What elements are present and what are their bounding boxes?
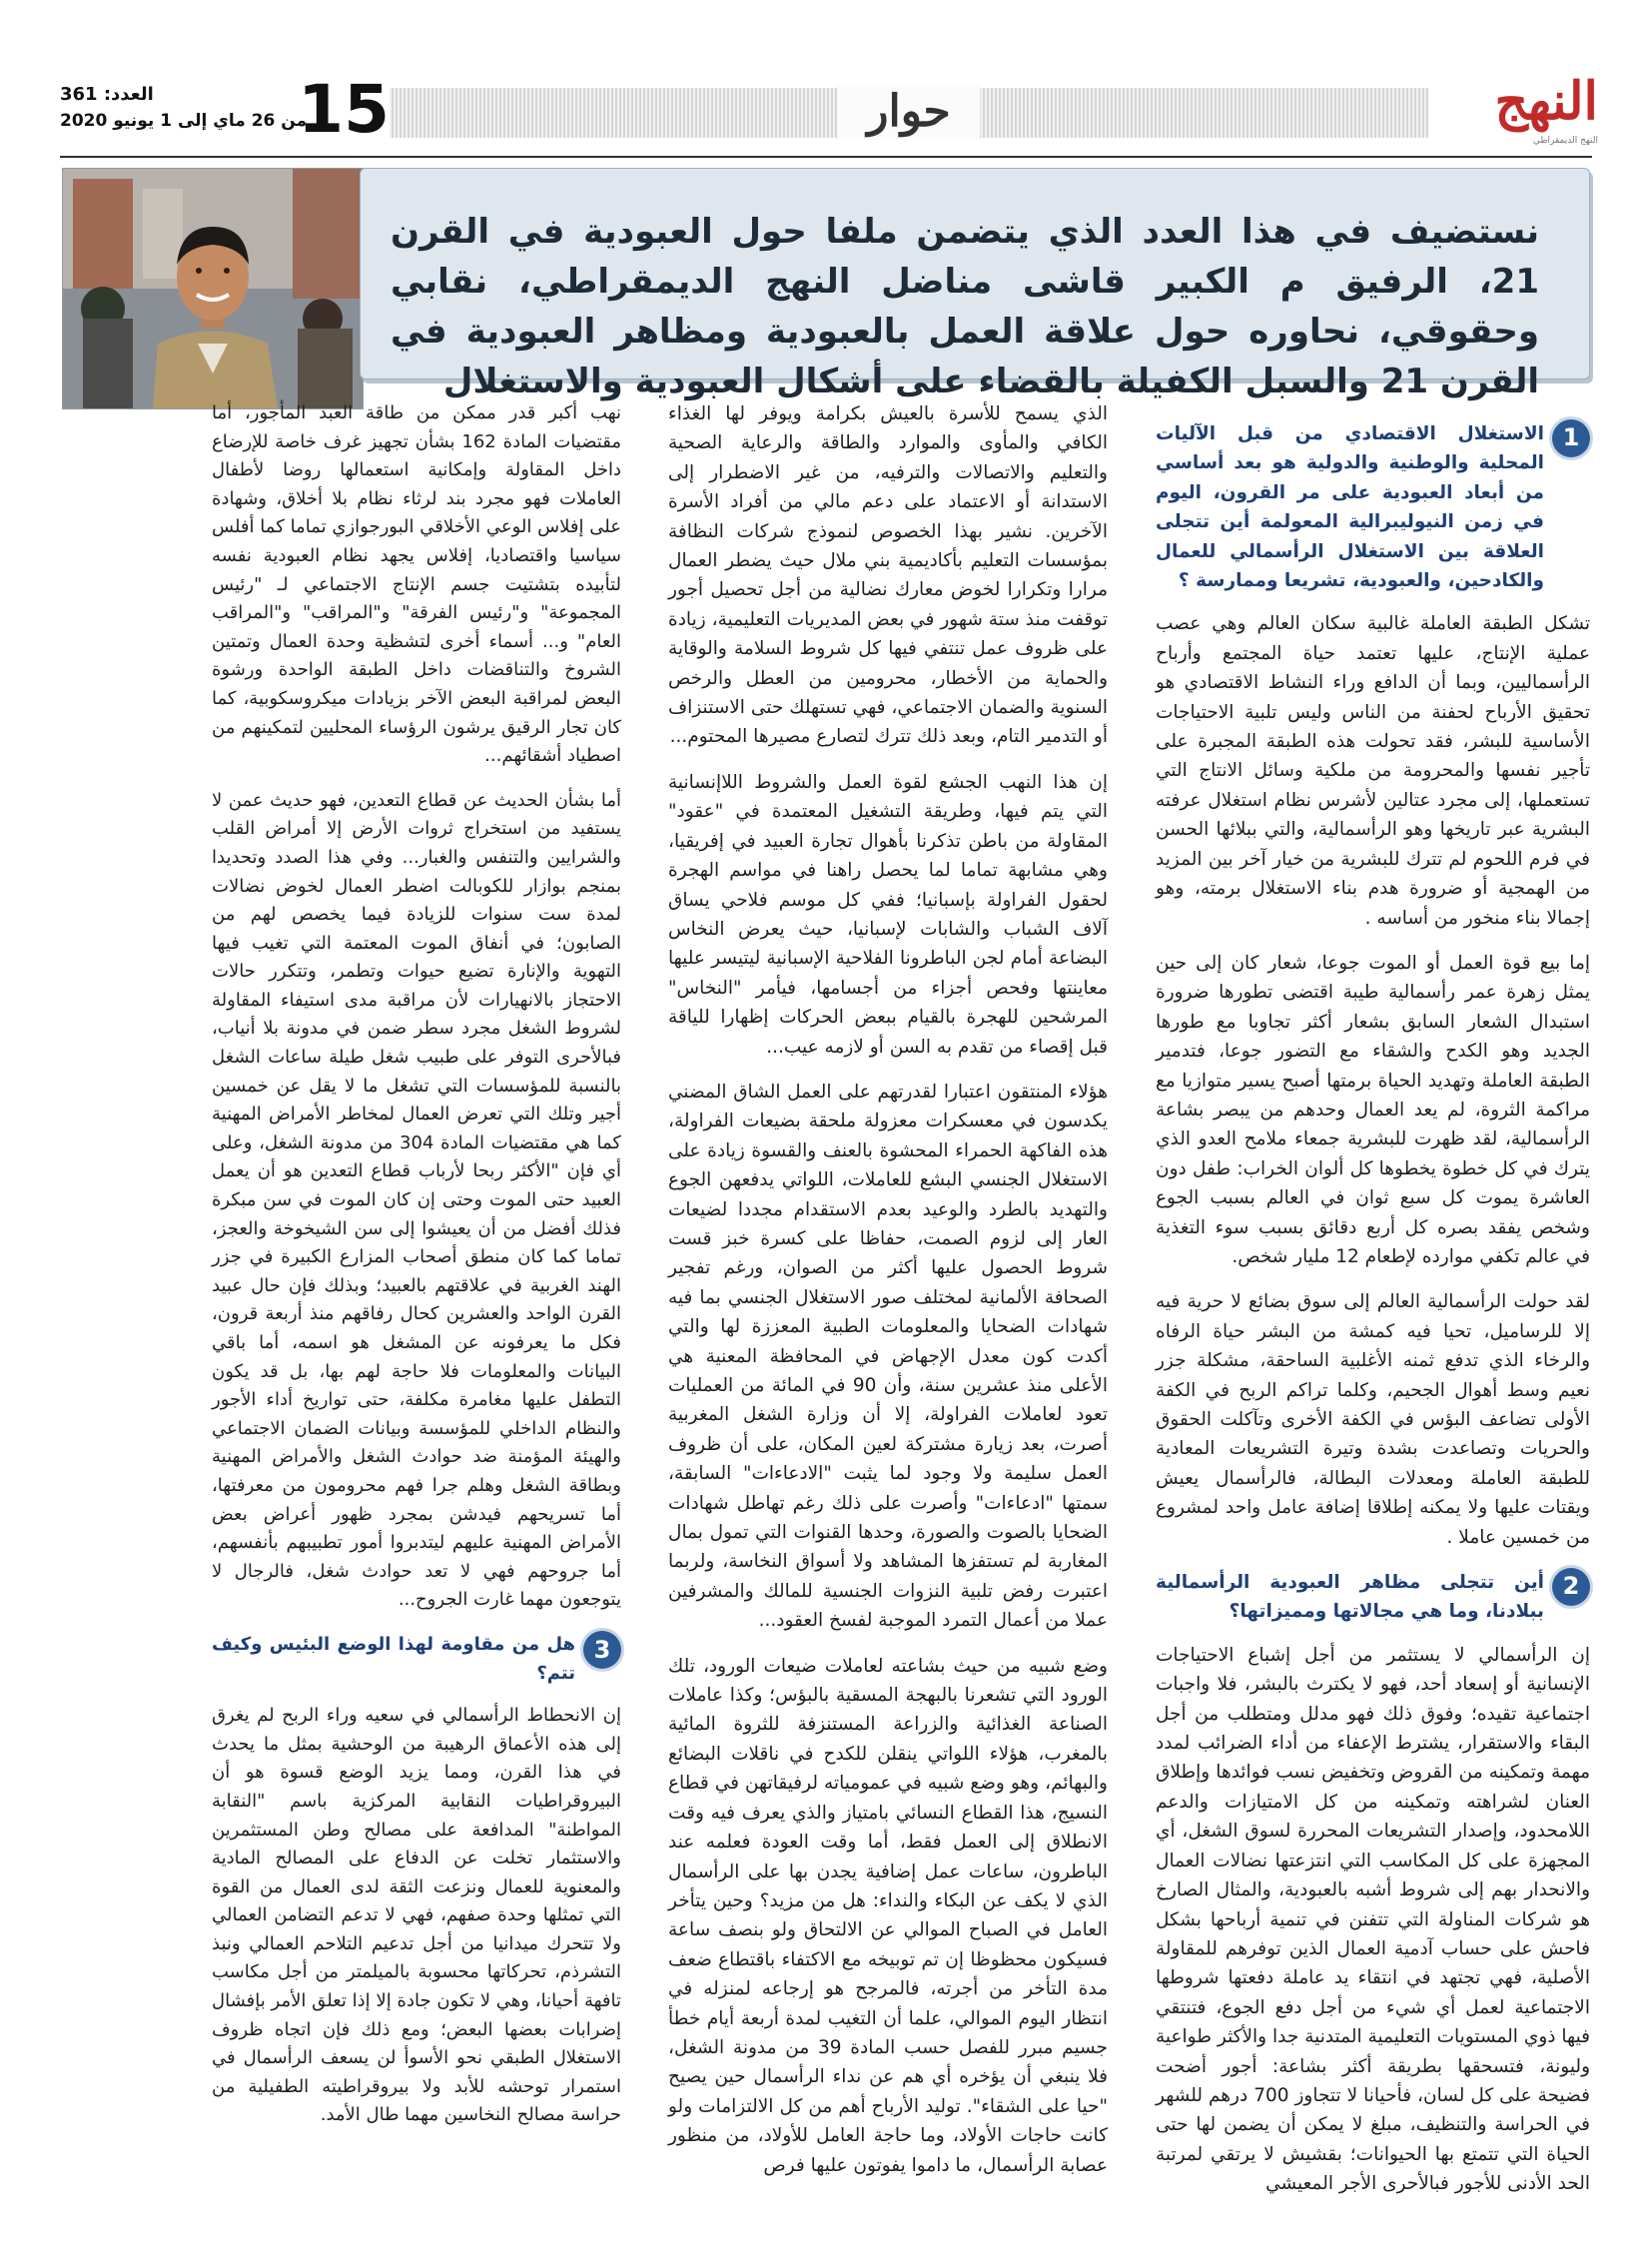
paragraph: هؤلاء المنتقون اعتبارا لقدرتهم على العمل الشاق المضني يكدسون في معسكرات معزولة ملحقة بضيعات الفراولة، هذه الفاكهة الحمراء المحشوة بالعنف والقسوة زيادة على الاستغلال الجنسي البشع للعاملات، اللواتي يدفعهن الجوع والتهديد بالطرد والوعيد بعدم الاستقدام مجددا لضيعات العار إلى لزوم الصمت، حفاظا على كسرة خبز قست شروط الحصول عليها أكثر من الصوان، ورغم تفجير الصحافة الألمانية لمختلف صور الاستغلال الجنسي بما فيه شهادات الضحايا والمعلومات الطبية المعززة لها والتي أكدت كون معدل الإجهاض في المحافظة المعنية هي الأعلى منذ عشرين سنة، وأن 90 في المائة من العمليات تعود لعاملات الفراولة، إلا أن وزارة الشغل المغربية أصرت، بعد زيارة مشتركة لعين المكان، على أن ظروف العمل سليمة ولا وجود لما يثبت "الادعاءات" السابقة، سمتها "ادعاءات" وأصرت على ذلك رغم تهاطل شهادات الضحايا بالصوت والصورة، وحدها القنوات التي تمول بمال المغاربة لم تستفزها المشاهد ولا أسواق النخاسة، ولربما اعتبرت رفض تلبية النزوات الجنسية للمالك والمشرفين عملا من أعمال التمرد الموجبة لفسخ العقود... [668, 1081, 1108, 1632]
question-number-badge: 2 [1552, 1568, 1590, 1606]
issue-meta [60, 76, 310, 131]
header-rule [60, 156, 1592, 158]
question-number-badge: 3 [583, 1631, 621, 1669]
paragraph: إما بيع قوة العمل أو الموت جوعا، شعار كان إلى حين يمثل زهرة عمر رأسمالية طيبة اقتضى تطورها ضرورة استبدال الشعار السابق بشعار أكثر تجاوبا مع طورها الجديد وهو الكدح والشقاء مع التضور جوعا، فتدمير الطبقة العاملة وتهديد الحياة برمتها أصبح يسير متوازيا مع مراكمة الثروة، لم يعد العمال وحدهم من يبصر بشاعة الرأسمالية، لقد ظهرت للبشرية جمعاء ملامح العدو الذي يترك في كل خطوة يخطوها كل ألوان الخراب: طفل دون العاشرة يموت كل سبع ثوان في العالم بسبب الجوع وشخص يفقد بصره كل أربع دقائق بسبب سوء التغذية في عالم تكفي موارده لإطعام 12 مليار شخص. [1156, 952, 1590, 1267]
section-title: حوار [837, 84, 980, 140]
paragraph: الذي يسمح للأسرة بالعيش بكرامة ويوفر لها الغذاء الكافي والمأوى والموارد والطاقة والرعاية الصحية والتعليم والاتصالات والترفيه، من غير الاضطرار إلى الاستدانة أو الاعتماد على دعم مالي من أفراد الأسرة الآخرين. نشير بهذا الخصوص لنموذج شركات النظافة بمؤسسات التعليم بأكاديمية بني ملال حيث يضطر العمال مرارا وتكرارا لخوض معارك نضالية من أجل تحصيل أجور توقفت منذ ستة شهور في بعض المديريات التعليمية، زيادة على ظروف عمل تنتفي فيها كل شروط السلامة والوقاية والحماية من الأخطار، محرومين من العطل والرخص السنوية والضمان الاجتماعي، فهي تستهلك حتى الاستنزاف أو التدمير التام، وبعد ذلك تترك لتصارع مصيرها المحتوم... [668, 403, 1108, 748]
question-text: هل من مقاومة لهذا الوضع البئيس وكيف تتم؟ [212, 1633, 575, 1684]
article-column-1 [1156, 419, 1590, 2215]
question-1 [1156, 419, 1590, 595]
page-header [60, 71, 1598, 156]
paragraph: نهب أكبر قدر ممكن من طاقة العبد المأجور، أما مقتضيات المادة 162 بشأن تجهيز غرف خاصة للإرضاع داخل المقاولة وإمكانية استعمالها روضا لأطفال العاملات فهو مجرد بند لرثاء نظام بلا أخلاق، وشهادة على إفلاس الوعي الأخلاقي البورجوازي تماما كما أفلس سياسيا واقتصاديا، إفلاس يجهد نظام العبودية نفسه لتأبيده بتشتيت جسم الإنتاج الاجتماعي لـ "رئيس المجموعة" و"رئيس الفرقة" و"المراقب" و"المراقب العام" و... أسماء أخرى لتشظية وحدة العمال وتمتين الشروخ والتناقضات داخل الطبقة الواحدة ورشوة البعض لمراقبة البعض الآخر بزيادات ميكروسكوبية، كما كان تجار الرقيق يرشون الرؤساء المحليين لتمكينهم من اصطياد أشقائهم... [212, 402, 621, 767]
paragraph: إن هذا النهب الجشع لقوة العمل والشروط اللاإنسانية التي يتم فيها، وطريقة التشغيل المعتمدة في "عقود" المقاولة من باطن تذكرنا بأهوال تجارة العبيد في إفريقيا، وهي مشابهة تماما لما يحصل راهنا في مواسم الهجرة لحقول الفراولة بإسبانيا؛ ففي كل موسم فلاحي يساق آلاف الشباب والشابات لإسبانيا، حيث يعرض النخاس البضاعة أمام لجن الباطرونا الفلاحية الإسبانية ليتيسر عليها معاينتها وفحص أجزاء من أجسامها، فيأمر "النخاس" المرشحين للهجرة بالقيام ببعض الحركات إظهارا للياقة قبل إقصاء من تقدم به السن أو لازمه عيب... [668, 771, 1108, 1058]
question-number-badge: 1 [1552, 419, 1590, 457]
paragraph: أما بشأن الحديث عن قطاع التعدين، فهو حديث عمن لا يستفيد من استخراج ثروات الأرض إلا أمراض القلب والشرايين والتنفس والغبار... وفي هذا الصدد وتحديدا بمنجم بوازار للكوبالت اضطر العمال لخوض نضالات لمدة ست سنوات للزيادة فيما يخصص لهم من الصابون؛ في أنفاق الموت المعتمة التي تغيب فيها التهوية والإنارة تضيع حيوات وتطمر، وتتكرر حالات الاحتجاز بالانهيارات لأن مراقبة مدى استيفاء المقاولة لشروط الشغل مجرد سطر ضمن في مدونة بلا أنياب، فبالأحرى التوفر على طبيب شغل طيلة ساعات الشغل بالنسبة للمؤسسات التي تشغل ما لا يقل عن خمسين أجير وتلك التي تعرض العمال لمخاطر الأمراض المهنية كما هي مقتضيات المادة 304 من مدونة الشغل، وعلى أي فإن "الأكثر ربحا لأرباب قطاع التعدين هو أن يعمل العبيد حتى الموت وحتى إن كان الموت في سن مبكرة فذلك أفضل من أن يعيشوا إلى سن الشيخوخة والعجز، تماما كما كان منطق أصحاب المزارع الكبيرة في جزر الهند الغربية في علاقتهم بالعبيد؛ وبذلك فإن حال عبيد القرن الواحد والعشرين كحال رفاقهم منذ أربعة قرون، فكل ما يعرفونه عن المشغل هو اسمه، أما باقي البيانات والمعلومات فلا حاجة لهم بها، بل قد يكون التطفل عليها مغامرة مكلفة، حتى تواريخ أداء الأجور والنظام الداخلي للمؤسسة وبيانات الضمان الاجتماعي والهيئة المؤمنة ضد حوادث الشغل والأمراض المهنية وبطاقة الشغل وهلم جرا فهم محرومون من معرفتها، أما تسريحهم فيدشن بمجرد ظهور أعراض بعض الأمراض المهنية عليهم ليتدبروا أمور تطبيبهم بأنفسهم، أما جروحهم فهي لا تعد حوادث شغل، فالرجال لا يتوجعون مهما غارت الجروح... [212, 789, 621, 1611]
paragraph: تشكل الطبقة العاملة غالبية سكان العالم وهي عصب عملية الإنتاج، عليها تعتمد حياة المجتمع وأرباح الرأسماليين، وبما أن الدافع وراء النشاط الاقتصادي هو تحقيق الأرباح لحفنة من الناس وليس تلبية الاحتياجات الأساسية للبشر، فقد تحولت هذه الطبقة المجبرة على تأجير نفسها والمحرومة من ملكية وسائل الانتاج التي تستعملها، إلى مجرد عتالين لأشرس نظام استغلال عرفته البشرية عبر تاريخها وهو الرأسمالية، والتي ببلائها الحسن في فرم اللحوم لم تترك للبشرية من خيار آخر بين المزيد من الهمجية أو ضرورة هدم بناء الاستغلال برمته، وهو إجمالا بناء منخور من أساسه . [1156, 613, 1590, 929]
paragraph: لقد حولت الرأسمالية العالم إلى سوق بضائع لا حرية فيه إلا للرساميل، تحيا فيه كمشة من البشر حياة الرفاه والرخاء الذي تدفع ثمنه الأغلبية الساحقة، مشكلة جزر نعيم وسط أهوال الجحيم، وكلما تراكم الربح في الكفة الأولى تضاعف البؤس في الكفة الأخرى وتآكلت الحقوق والحريات وتصاعدت بشدة وتيرة التشريعات المعادية للطبقة العاملة ومعدلات البطالة، فالرأسمال يعيش ويقتات عليها ولا يمكنه إطلاقا إضافة عامل واحد لمشروع من خمسين عاملا . [1156, 1291, 1590, 1548]
paragraph: إن الانحطاط الرأسمالي في سعيه وراء الربح لم يغرق إلى هذه الأعماق الرهيبة من الوحشية بمثل ما يحدث في هذا القرن، ومما يزيد الوضع قسوة هو أن البيروقراطيات النقابية المركزية باسم "النقابة المواطنة" المدافعة على مصالح وطن المستثمرين والاستثمار تخلت عن الدفاع على المصالح المادية والمعنوية للعمال ونزعت الثقة لدى العمال من القوة التي تمثلها وحدة صفهم، فهي لا تدعم التضامن العمالي ولا تتحرك ميدانيا من أجل تدعيم التلاحم العمالي ونبذ التشرذم، تحركاتها محسوبة بالميلمتر من أجل مكاسب تافهة أحيانا، وهي لا تكون جادة إلا إذا تعلق الأمر بإفشال إضرابات بعضها البعض؛ ومع ذلك فإن اتجاه ظروف الاستغلال الطبقي نحو الأسوأ لن يسعف الرأسمال في استمرار توحشه للأبد ولا بيروقراطيته الطفيلية من حراسة مصالح النخاسين مهما طال الأمد. [212, 1705, 621, 2126]
section-band [390, 88, 1428, 138]
question-2 [1156, 1568, 1590, 1627]
newspaper-logo [1448, 71, 1598, 154]
issue-date: من 26 ماي إلى 1 يونيو 2020 [60, 111, 308, 131]
question-text: الاستغلال الاقتصادي من قبل الآليات المحلية والوطنية والدولية هو بعد أساسي من أبعاد العبودية على مر القرون، اليوم في زمن النيوليبرالية المعولمة أين تتجلى العلاقة بين الاستغلال الرأسمالي للعمال والكادحين، والعبودية، تشريعا وممارسة ؟ [1156, 423, 1544, 592]
article-column-2 [668, 399, 1108, 2196]
paragraph: إن الرأسمالي لا يستثمر من أجل إشباع الاحتياجات الإنسانية أو إسعاد أحد، فهو لا يكترث بالبشر، فلا واجبات اجتماعية تقيده؛ وفوق ذلك فهو مدلل ومتطلب من أجل البقاء والاستقرار، يشترط الإعفاء من أداء الضرائب لمدد مهمة وتمكينه من القروض وتخفيض نسب فوائدها وإطلاق العنان لشراهته وتمكينه من كل الامتيازات والدعم اللامحدود، وإصدار التشريعات المحررة لسوق الشغل، أي المجهزة على كل المكاسب التي انتزعتها نضالات العمال والانحدار بهم إلى شروط أشبه بالعبودية، والمثال الصارخ هو شركات المناولة التي تتفنن في تنمية أرباحها بشكل فاحش على حساب آدمية العمال الذين توفرهم للمقاولة الأصلية، فهي تجتهد في انتقاء يد عاملة دفعتها شروطها الاجتماعية لعمل أي شيء من أجل دفع الجوع، فتنتقي فيها ذوي المستويات التعليمية المتدنية جدا والأكثر طواعية وليونة، فتسحقها بطريقة أكثر بشاعة: أجور أضحت فضيحة على كل لسان، فأحيانا لا تتجاوز 700 درهم للشهر في الحراسة والتنظيف، مبلغ لا يمكن أن يضمن لها حتى الحياة التي تتمتع بها الحيوانات؛ بقشيش لا يرتقي لمرتبة الحد الأدنى للأجور فبالأحرى الأجر المعيشي [1156, 1644, 1590, 2195]
intro-box [360, 168, 1590, 401]
logo-text: النهج [1494, 71, 1598, 132]
question-3 [212, 1631, 621, 1688]
logo-subtitle: النهج الديمقراطي [1532, 136, 1598, 146]
issue-number: العدد: 361 [60, 84, 154, 105]
paragraph: وضع شبيه من حيث بشاعته لعاملات ضيعات الورود، تلك الورود التي تشعرنا بالبهجة المسقية بالبؤس؛ وكذا عاملات الصناعة الغذائية والزراعة المستنزفة للثروة المائية بالمغرب، هؤلاء اللواتي ينقلن للكدح في ناقلات البضائع والبهائم، وهو وضع شبيه في عمومياته لرفيقاتهن في قطاع النسيج، هذا القطاع النسائي بامتياز والذي يعرف فيه وقت الانطلاق إلى العمل فقط، أما وقت العودة فعلمه عند الباطرون، ساعات عمل إضافية يجدن بها على الرأسمال الذي لا يكف عن البكاء والنداء: هل من مزيد؟ وحين يتأخر العامل في الصباح الموالي عن الالتحاق ولو بنصف ساعة فسيكون محظوظا إن تم توبيخه مع الاكتفاء باقتطاع ضعف مدة التأخر من أجرته، فالمرجح هو إرجاعه لمنزله في انتظار اليوم الموالي، علما أن التغيب لمدة أربعة أيام خطأ جسيم مبرر للفصل حسب المادة 39 من مدونة الشغل، فلا ينبغي أن يؤخره أي هم عن نداء الرأسمال حين يصيح "حيا على الشقاء". توليد الأرباح أهم من كل الالتزامات ولو كانت حاجات الأولاد، وما حاجة العامل للأولاد، من منظور عصابة الرأسمال، ما داموا يفوتون عليها فرص [668, 1655, 1108, 2176]
interviewee-photo [62, 168, 364, 409]
page-number: 15 [298, 71, 390, 148]
intro-text: نستضيف في هذا العدد الذي يتضمن ملفا حول العبودية في القرن 21، الرفيق م الكبير قاشى مناضل النهج الديمقراطي، نقابي وحقوقي، نحاوره حول علاقة العمل بالعبودية ومظاهر العبودية في القرن 21 والسبل الكفيلة بالقضاء على أشكال العبودية والاستغلال [391, 212, 1539, 401]
question-text: أين تتجلى مظاهر العبودية الرأسمالية ببلادنا، وما هي مجالاتها ومميزاتها؟ [1156, 1572, 1544, 1623]
article-column-3 [212, 399, 621, 2146]
